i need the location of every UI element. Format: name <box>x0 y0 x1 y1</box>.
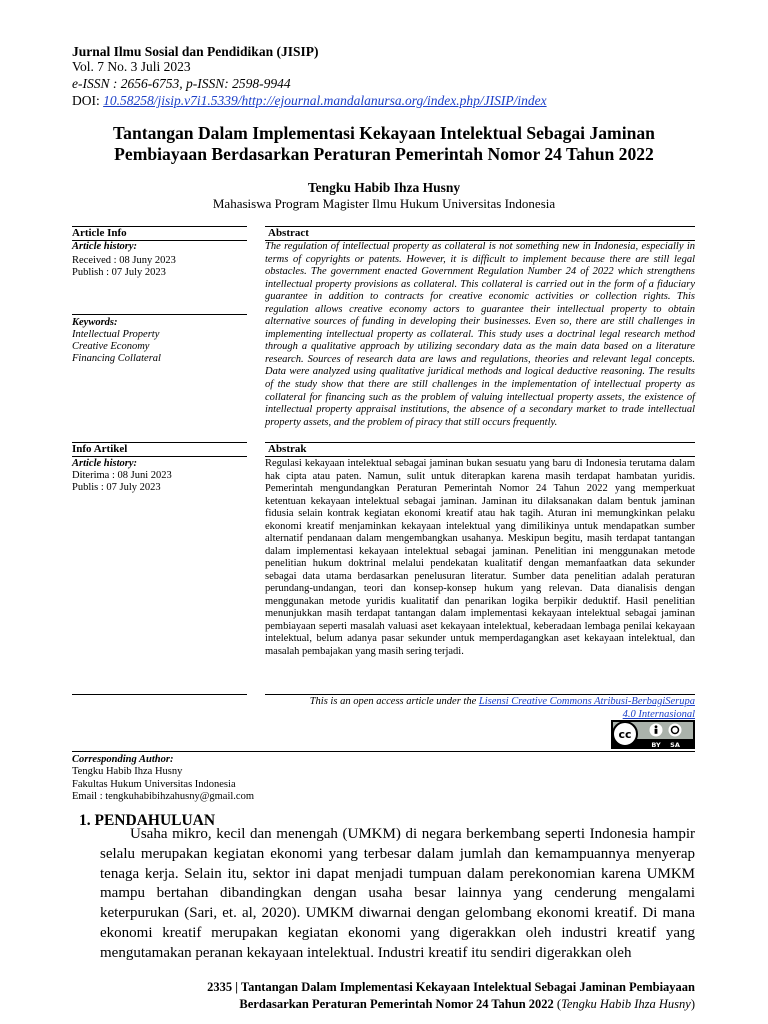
journal-doi <box>72 93 547 109</box>
footer-paren-close: ) <box>690 997 695 1011</box>
info-artikel-heading: Info Artikel <box>72 443 128 455</box>
footer-line-2 <box>55 996 695 1013</box>
article-info-heading: Article Info <box>72 227 127 239</box>
divider <box>265 442 695 443</box>
cc-sa-label: SA <box>670 741 680 749</box>
journal-issn: e-ISSN : 2656-6753, p-ISSN: 2598-9944 <box>72 76 291 91</box>
paper-title-line-2: Pembiayaan Berdasarkan Peraturan Pemerintah Nomor 24 Tahun 2022 <box>114 144 654 164</box>
article-history-label: Article history: <box>72 241 138 252</box>
section-paragraph <box>100 825 695 964</box>
footer-author: Tengku Habib Ihza Husny <box>561 997 691 1011</box>
cc-by-label: BY <box>651 741 661 749</box>
license-notice <box>265 696 695 721</box>
license-link[interactable]: Lisensi Creative Commons Atribusi-BerbagiSerupa <box>478 696 695 707</box>
divider <box>265 694 695 695</box>
divider <box>265 456 695 457</box>
keyword-item: Creative Economy <box>72 341 150 352</box>
abstrak-heading: Abstrak <box>268 443 307 455</box>
published-date-id: Publis : 07 July 2023 <box>72 482 161 493</box>
doi-link[interactable]: 10.58258/jisip.v7i1.5339/ <box>103 93 242 108</box>
journal-name: Jurnal Ilmu Sosial dan Pendidikan (JISIP) <box>72 44 319 59</box>
received-date-id: Diterima : 08 Juni 2023 <box>72 470 172 481</box>
divider <box>72 751 695 752</box>
divider <box>72 314 247 315</box>
corresponding-institution: Fakultas Hukum Universitas Indonesia <box>72 779 236 790</box>
keyword-item: Intellectual Property <box>72 329 160 340</box>
footer-paren-open: ( <box>553 997 562 1011</box>
paper-title <box>60 123 708 165</box>
doi-prefix: DOI: <box>72 93 104 108</box>
abstract-heading: Abstract <box>268 227 309 239</box>
corresponding-author-label: Corresponding Author: <box>72 754 174 765</box>
page-footer <box>55 979 695 1013</box>
article-history-label-id: Article history: <box>72 458 138 469</box>
author-name: Tengku Habib Ihza Husny <box>307 180 461 195</box>
section-heading: 1. PENDAHULUAN <box>79 812 216 829</box>
footer-separator: | <box>232 980 241 994</box>
footer-title-cont: Berdasarkan Peraturan Pemerintah Nomor 24 Tahun 2022 <box>239 997 554 1011</box>
license-text: This is an open access article under the <box>309 696 479 707</box>
license-link-version[interactable]: 4.0 Internasional <box>622 708 695 720</box>
page-number: 2335 <box>207 980 233 994</box>
divider <box>265 226 695 227</box>
abstract-indonesian: Regulasi kekayaan intelektual sebagai jaminan bukan sesuatu yang baru di Indonesia terutama dalam hak cipta atau paten. Namun, sulit untuk diterapkan karena masih terdapat hambatan yuridis. Pemerintah mengundangkan Peraturan Pemerintah Nomor 24 Tahun 2022 yang memperkuat ketentuan kekayaan intelektual sebagai jaminan. Jaminan itu dilaksanakan dalam bentuk jaminan fidusia selain kontrak kegiatan ekonomi kreatif atau hak tagih. Aturan ini memungkinkan pelaku ekonomi kreatif menjaminkan kekayaan intelektual yang dimilikinya untuk mendapatkan sumber alternatif pendanaan dalam mengembangkan usahanya. Meskipun begitu, masih terdapat tantangan dalam implementasi kekayaan intelektual sebagai jaminan. Penelitian ini menggunakan metode penelitian hukum doktrinal melalui pendekatan kualitatif dengan memanfaatkan data sekunder sebagai data utama berdasarkan penelusuran literatur. Sumber data penelitian adalah peraturan perundang-undangan, teori dan konsep-konsep hukum yang relevan. Data dianalisis dengan menggunakan metode yuridis kualitatif dan penarikan logika berpikir deduktif. Hasil penelitian menunjukkan masih terdapat tantangan dalam implementasi kekayaan intelektual sebagai jaminan pembiayaan seperti masalah valuasi aset kekayaan intelektual, keberadaan lembaga penilai kekayaan intelektual, belum adanya pasar sekunder untuk memperdagangkan aset kekayaan intelektual, dan masalah pembajakan yang masih sering terjadi. <box>265 458 695 657</box>
author-affiliation: Mahasiswa Program Magister Ilmu Hukum Universitas Indonesia <box>212 196 556 211</box>
paragraph-text: Usaha mikro, kecil dan menengah (UMKM) di negara berkembang seperti Indonesia hampir selalu merupakan kegiatan ekonomi yang terbesar dalam jumlah dan kemampuannya menyerap tenaga kerja. Selain itu, sektor ini dapat menjadi tumpuan dalam perekonomian karena UMKM mampu bertahan dibandingkan dengan usaha besar lainnya yang cenderung mengalami keterpurukan (Sari, et. al, 2020). UMKM diwarnai dengan gelombang ekonomi kreatif. Di mana ekonomi kreatif merupakan kegiatan ekonomi yang digerakkan oleh industri kreatif yang mengutamakan peranan kekayaan intelektual. Industri kreatif itu sendiri digerakkan oleh <box>100 826 695 961</box>
svg-text:cc: cc <box>618 728 632 741</box>
cc-by-sa-badge-icon[interactable] <box>611 720 695 749</box>
keyword-item: Financing Collateral <box>72 353 161 364</box>
corresponding-name: Tengku Habib Ihza Husny <box>72 766 183 777</box>
abstract-english: The regulation of intellectual property as collateral is not something new in Indonesia, especially in terms of copyrights or patents. However, it is difficult to implement because there are still legal obstacles. The government enacted Government Regulation Number 24 of 2022 which strengthens intellectual property provisions as collateral. This collateral is carried out in the form of a fiduciary guarantee in addition to contracts for creative economic activities or collection rights. This regulation allows creative economy actors to guarantee their intellectual property to obtain alternative sources of funding in developing their businesses. Even so, there are still challenges in implementing intellectual property as collateral. This study uses a doctrinal legal research method through a qualitative approach by utilizing secondary data as the main data based on a literature research. Sources of research data are laws and regulations, theories and relevant legal concepts. Data were analyzed using qualitative juridical methods and logical deductive reasoning. The results of the study show that there are still challenges in the implementation of intellectual property as collateral for financing such as the problem of valuing intellectual property assets, the existence of intellectual property appraisal institutions, the absence of a secondary market to trade intellectual property assets, and the problem of piracy that still occurs frequently. <box>265 241 695 428</box>
divider <box>72 694 247 695</box>
footer-line-1 <box>55 979 695 996</box>
published-date: Publish : 07 July 2023 <box>72 267 166 278</box>
corresponding-email[interactable]: Email : tengkuhabibihzahusny@gmail.com <box>72 791 255 802</box>
footer-title: Tantangan Dalam Implementasi Kekayaan Intelektual Sebagai Jaminan Pembiayaan <box>240 980 695 994</box>
keywords-label: Keywords: <box>72 317 118 328</box>
received-date: Received : 08 Juny 2023 <box>72 255 176 266</box>
journal-volume: Vol. 7 No. 3 Juli 2023 <box>72 59 191 74</box>
paper-title-line-1: Tantangan Dalam Implementasi Kekayaan Intelektual Sebagai Jaminan <box>113 123 655 143</box>
journal-url-link[interactable]: http://ejournal.mandalanursa.org/index.php/JISIP/index <box>241 93 547 108</box>
